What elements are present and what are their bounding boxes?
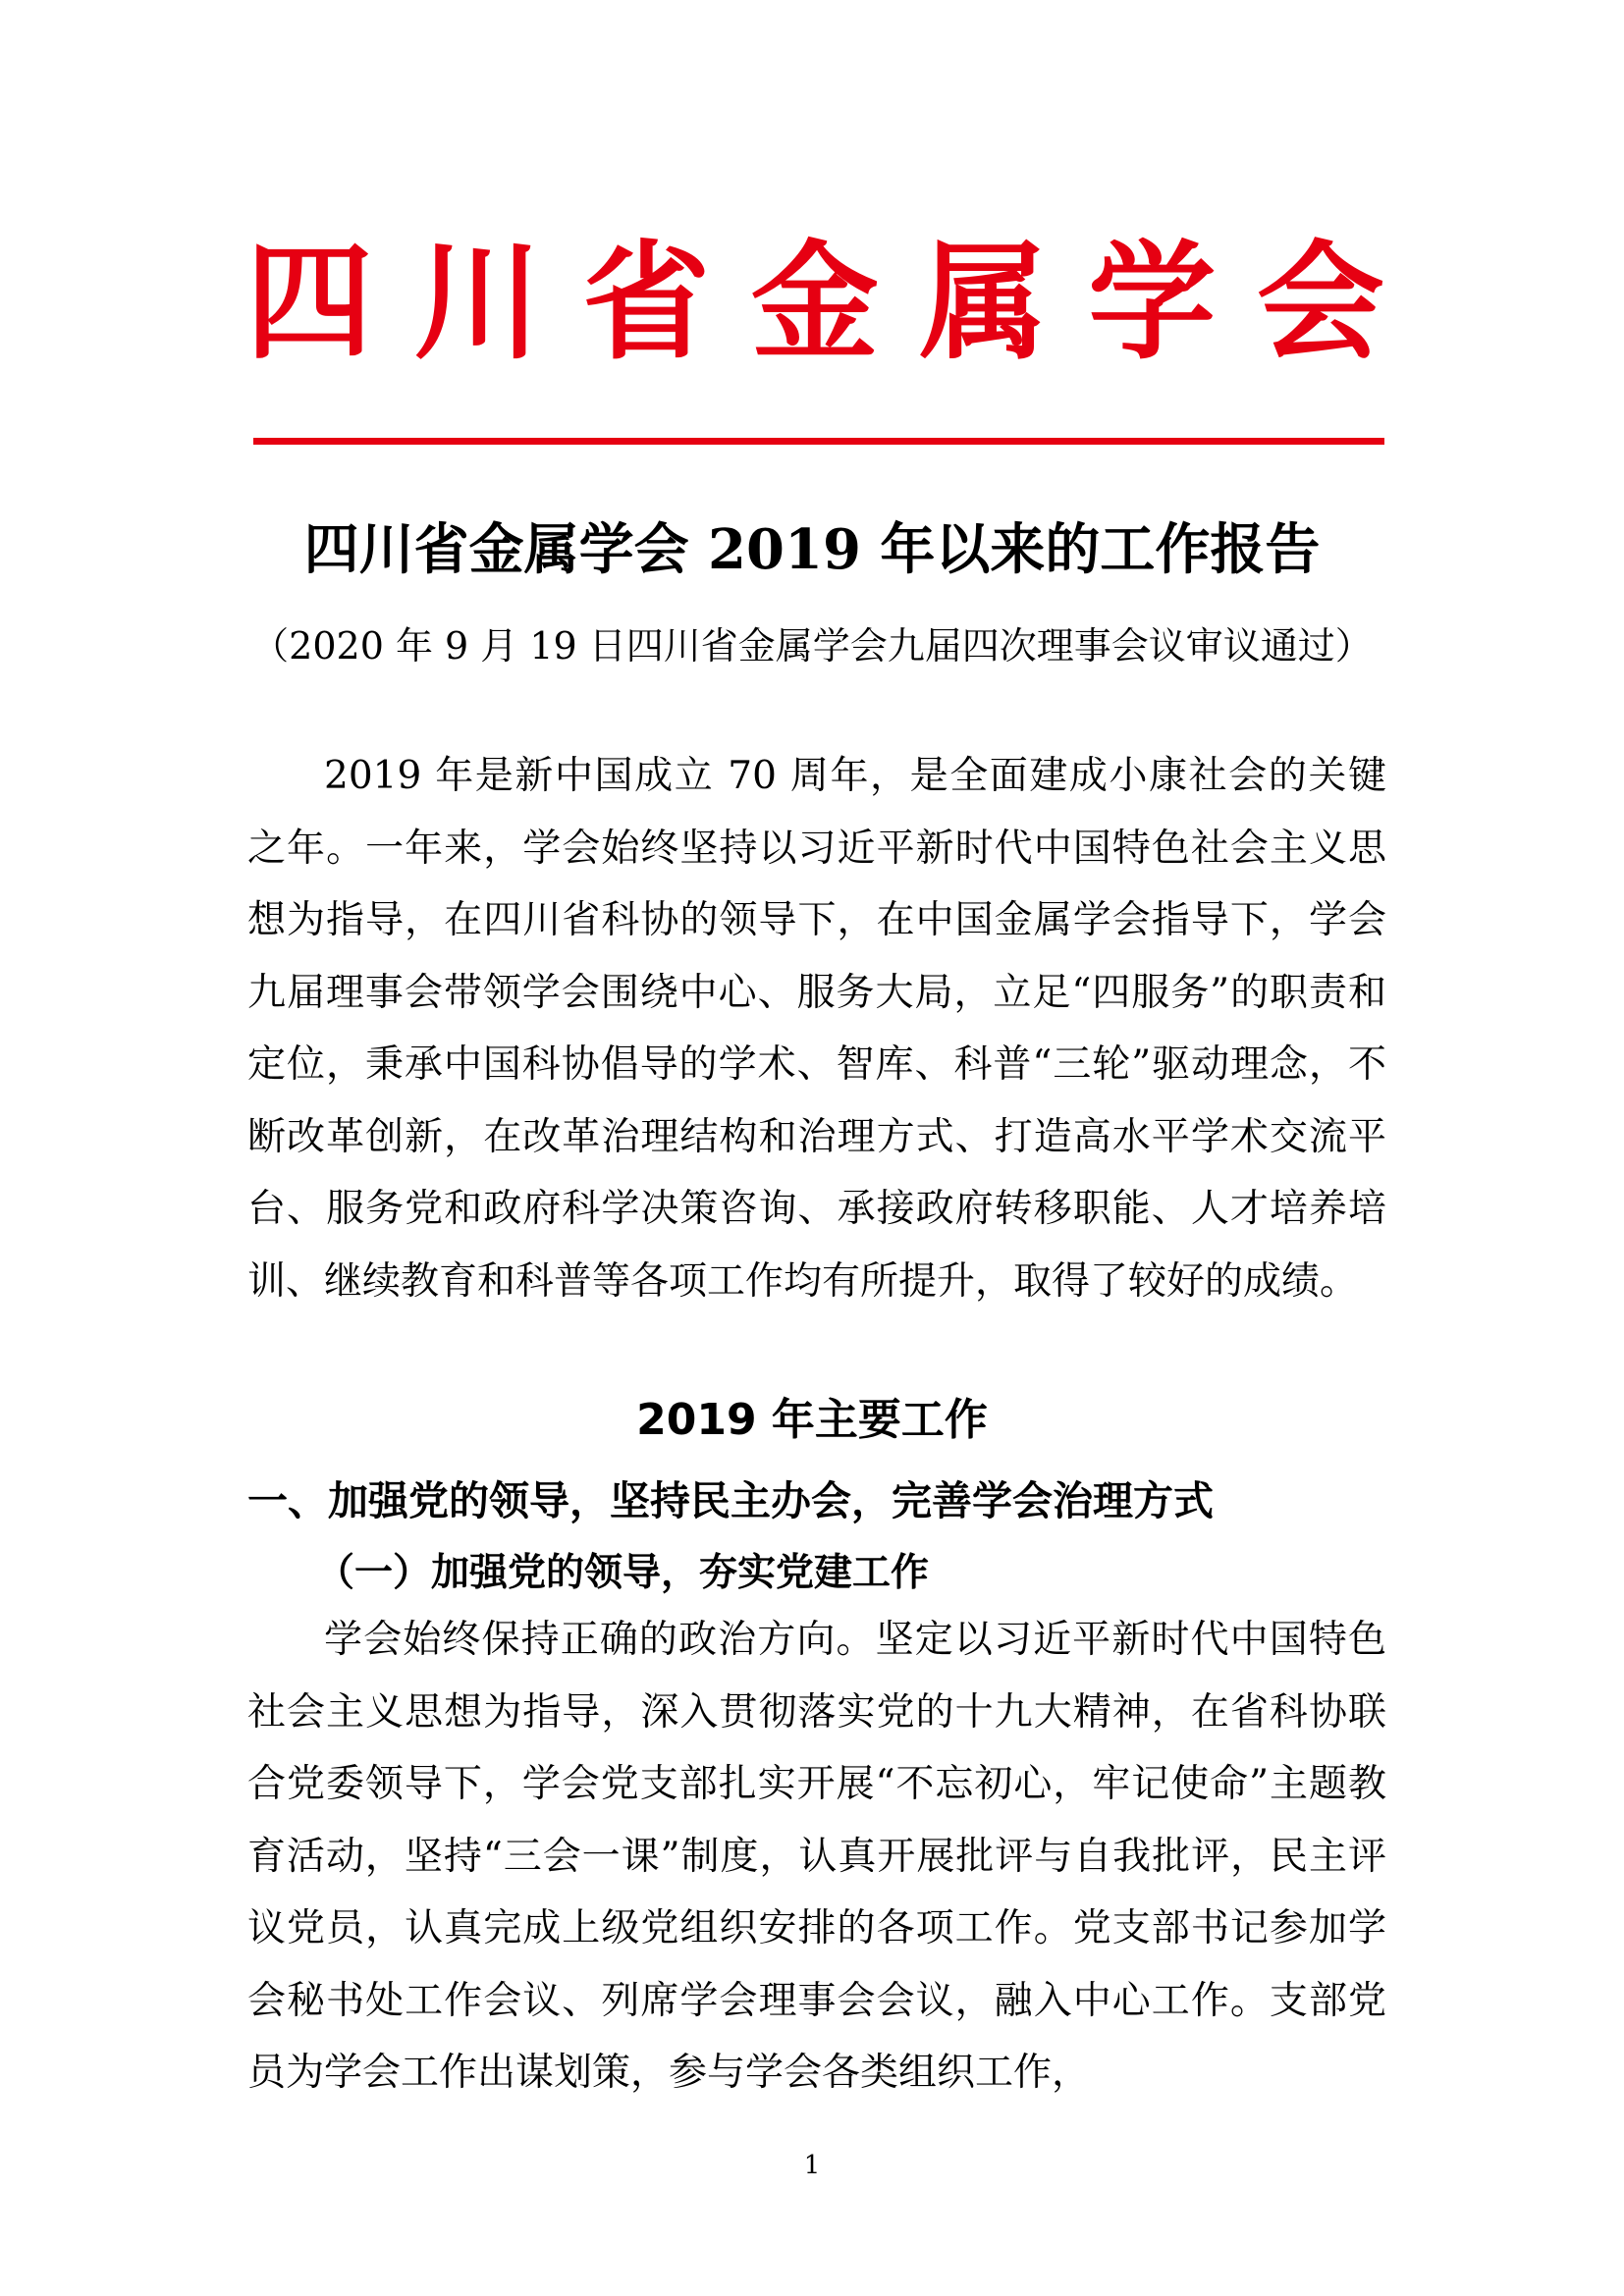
letterhead-char: 属 (919, 228, 1048, 377)
letterhead-char: 会 (1256, 228, 1384, 377)
document-title: 四川省金属学会 2019 年以来的工作报告 (303, 517, 1321, 582)
letterhead-char: 省 (582, 228, 711, 377)
heading-level-1: 一、加强党的领导，坚持民主办会，完善学会治理方式 (247, 1477, 1214, 1524)
letterhead-title (245, 224, 1384, 381)
letterhead-char: 川 (413, 228, 542, 377)
section-heading: 2019 年主要工作 (636, 1395, 988, 1445)
heading-level-2: （一）加强党的领导，夯实党建工作 (316, 1551, 930, 1595)
letterhead-char: 学 (1088, 228, 1217, 377)
page-number: 1 (803, 2151, 821, 2180)
letterhead-divider (253, 438, 1384, 445)
body-paragraph: 学会始终保持正确的政治方向。坚定以习近平新时代中国特色社会主义思想为指导，深入贯彻落实党的十九大精神，在省科协联合党委领导下，学会党支部扎实开展“不忘初心，牢记使命”主题教育活动，坚持“三会一课”制度，认真开展批评与自我批评，民主评议党员，认真完成上级党组织安排的各项工作。党支部书记参加学会秘书处工作会议、列席学会理事会会议，融入中心工作。支部党员为学会工作出谋划策，参与学会各类组织工作， (247, 1618, 1386, 2095)
document-subtitle: （2020 年 9 月 19 日四川省金属学会九届四次理事会议审议通过） (251, 624, 1373, 667)
letterhead-char: 四 (245, 228, 374, 377)
intro-paragraph: 2019 年是新中国成立 70 周年，是全面建成小康社会的关键之年。一年来，学会始终坚持以习近平新时代中国特色社会主义思想为指导，在四川省科协的领导下，在中国金属学会指导下，学会九届理事会带领学会围绕中心、服务大局，立足“四服务”的职责和定位，秉承中国科协倡导的学术、智库、科普“三轮”驱动理念，不断改革创新，在改革治理结构和治理方式、打造高水平学术交流平台、服务党和政府科学决策咨询、承接政府转移职能、人才培养培训、继续教育和科普等各项工作均有所提升，取得了较好的成绩。 (247, 754, 1386, 1304)
letterhead-char: 金 (750, 228, 879, 377)
